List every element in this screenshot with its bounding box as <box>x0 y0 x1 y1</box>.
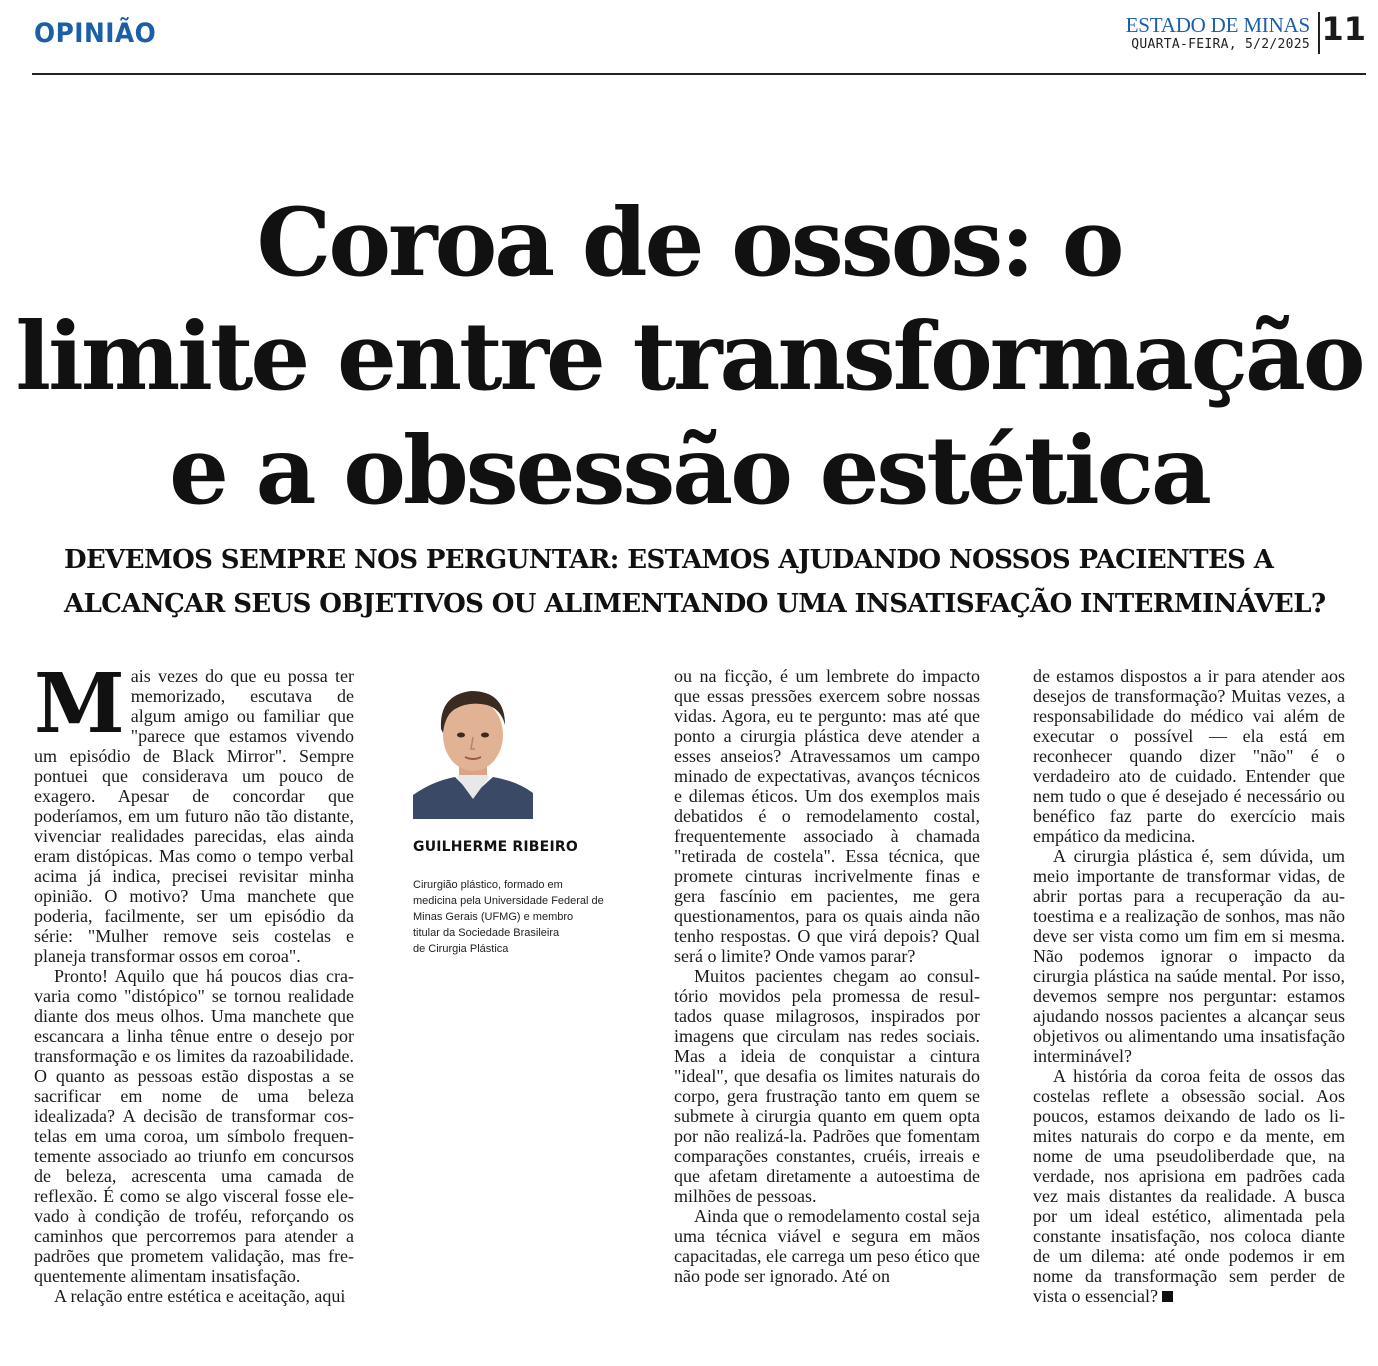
author-bio <box>413 877 603 957</box>
paragraph <box>34 656 354 966</box>
headline-line: e a obsessão estética <box>169 416 1209 526</box>
paragraph: Muitos pacientes chegam ao consultório movidos pela promessa de resultados quase milagrosos, inspirados por imagens que circulam nas redes sociais. Mas a ideia de conquistar a cintura "ideal", que desafia os limites naturais do corpo, gera frustração tanto em quem se submete à cirurgia quanto em quem opta por não realizá-la. Padrões que fomentam comparações constantes, cruéis, irreais e que afetam diretamente a autoestima de milhões de pessoas. <box>674 966 980 1206</box>
masthead <box>1126 14 1310 54</box>
page-header <box>32 0 1366 75</box>
paragraph: A relação entre estética e aceitação, aqui <box>54 1286 346 1306</box>
paragraph-text: A história da coroa feita de ossos das costelas reflete a obsessão social. Aos poucos, estamos deixando de lado os limites naturais do corpo e da mente, em nome de uma pseudoliberdade que, na verdade, nos aprisiona em padrões cada vez mais distantes da realidade. A busca por um ideal estético, alimentada pela constante insatisfação, nos coloca diante de um dilema: até onde podemos ir em nome da transformação sem perder de vista o essencial? <box>1033 1066 1345 1306</box>
author-photo <box>413 677 533 819</box>
publication-date: QUARTA-FEIRA, 5/2/2025 <box>1131 37 1310 52</box>
paragraph: de estamos dispostos a ir para atender aos desejos de transformação? Muitas vezes, a responsabilidade do médico vai além de executar o possível — ela está em reconhecer quando dizer "não" é o verdadeiro ato de cuidado. Entender que nem tudo o que é desejado é necessário ou benéfico faz parte do exercício mais empático da medicina. <box>1033 666 1345 846</box>
paragraph <box>1033 1066 1345 1306</box>
drop-cap: M <box>34 656 125 752</box>
article-column-4 <box>1033 666 1345 1306</box>
article-dek <box>64 538 1344 626</box>
bio-line: Cirurgião plástico, formado em <box>413 879 563 891</box>
article-column-3 <box>674 666 980 1286</box>
bio-line: de Cirurgia Plástica <box>413 943 509 955</box>
dek-line: DEVEMOS SEMPRE NOS PERGUNTAR: ESTAMOS AJUDANDO NOSSOS PACIENTES A <box>64 545 1274 575</box>
end-of-article-square-icon <box>1162 1291 1173 1302</box>
bio-line: Minas Gerais (UFMG) e membro <box>413 911 574 923</box>
article-headline <box>0 186 1378 528</box>
page-number: 11 <box>1321 10 1366 48</box>
bio-line: medicina pela Universidade Federal de <box>413 895 604 907</box>
paragraph: A cirurgia plástica é, sem dúvida, um meio importante de transformar vidas, de abrir portas para a recuperação da autoestima e a realização de sonhos, mas não deve ser vista como um fim em si mesma. Não podemos ignorar o impacto da cirurgia plástica na saúde mental. Por isso, devemos sempre nos perguntar: estamos ajudando nossos pacientes a alcançar seus objetivos ou alimentando uma insatisfação interminável? <box>1033 846 1345 1066</box>
author-box <box>413 677 603 957</box>
headline-line: limite entre transformação <box>15 302 1363 412</box>
article-column-1 <box>34 656 354 1306</box>
paragraph-text: ais vezes do que eu possa ter memorizado, escutava de algum amigo ou familiar que "parece que estamos vivendo um episódio de Black Mirror". Sempre pontuei que considerava um pouco de exagero. Apesar de concordar que poderíamos, em um futuro não tão distante, vivenciar realidades parecidas, elas ainda eram distópicas. Mas como o tempo verbal acima já indica, precisei revisitar minha opinião. O motivo? Uma manchete que poderia, facilmente, ser um episódio da série: "Mulher remove seis costelas e planeja transformar ossos em coroa". <box>34 666 354 966</box>
paragraph: Ainda que o remodelamento costal seja uma técnica viável e segura em mãos capacitadas, ele carrega um peso ético que não pode ser ignorado. Até on <box>674 1206 980 1286</box>
newspaper-name: ESTADO DE MINAS <box>1125 13 1310 37</box>
author-name: GUILHERME RIBEIRO <box>413 839 578 855</box>
paragraph: Pronto! Aquilo que há poucos dias cravaria como "distópico" se tornou realidade diante dos meus olhos. Uma manchete que escancara a linha tênue entre o desejo por transformação e os limites da razoabilidade. O quanto as pessoas estão dispostas a se sacrificar em nome de uma beleza idealizada? A decisão de transformar costelas em uma coroa, um símbolo frequentemente associado ao triunfo em concursos de beleza, acrescenta uma camada de reflexão. É como se algo visceral fosse elevado à condição de troféu, reforçando os caminhos que percorremos para atender a padrões que prometem validação, mas frequentemente alimentam insatisfação. <box>34 966 354 1286</box>
header-divider <box>1318 12 1320 54</box>
paragraph: ou na ficção, é um lembrete do impacto que essas pressões exercem sobre nossas vidas. Agora, eu te pergunto: mas até que ponto a cirurgia plástica deve atender a esses anseios? Atravessamos um campo minado de expectativas, avanços técnicos e dilemas éticos. Um dos exemplos mais debatidos é o remodelamento costal, frequentemente associado à chamada "retirada de costela". Essa técnica, que promete cinturas incrivelmente finas e gera fascínio em pacientes, me gera questionamentos, para os quais ainda não tenho respostas. O que virá depois? Qual será o limite? Onde vamos parar? <box>674 666 980 966</box>
bio-line: titular da Sociedade Brasileira <box>413 927 560 939</box>
headline-line: Coroa de ossos: o <box>256 188 1122 298</box>
section-label: OPINIÃO <box>34 18 157 49</box>
dek-line: ALCANÇAR SEUS OBJETIVOS OU ALIMENTANDO UMA INSATISFAÇÃO INTERMINÁVEL? <box>64 589 1326 619</box>
